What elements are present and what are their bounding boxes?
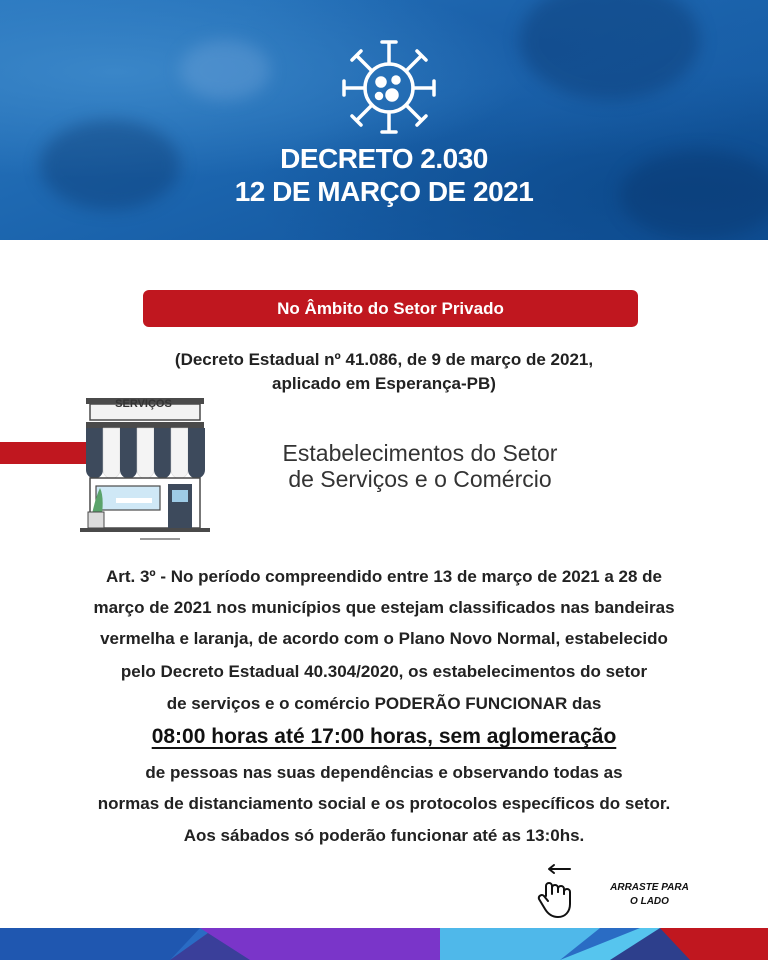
header-banner [0, 0, 768, 240]
reference-line: aplicado em Esperança-PB) [272, 374, 496, 393]
decree-date: 12 DE MARÇO DE 2021 [234, 176, 534, 207]
store-sign: SERVIÇOS [115, 398, 172, 410]
swipe-hand-icon [536, 862, 582, 920]
virus-icon [334, 30, 444, 140]
article-text: normas de distanciamento social e os protocolos específicos do setor. [97, 794, 671, 813]
section-banner: No Âmbito do Setor Privado [143, 290, 638, 327]
article-text: Art. 3º - No período compreendido entre 13 de março de 2021 a 28 de [105, 567, 663, 586]
article-text: Aos sábados só poderão funcionar até as 13:0hs. [183, 826, 585, 845]
store-icon [80, 394, 210, 544]
category-title: Estabelecimentos do Setor [282, 440, 558, 466]
opening-hours [0, 725, 768, 749]
background-blur [520, 0, 700, 100]
article-text: de serviços e o comércio PODERÃO FUNCIONAR das [166, 694, 602, 713]
reference-line: (Decreto Estadual nº 41.086, de 9 de março de 2021, [174, 350, 594, 369]
article-text: pelo Decreto Estadual 40.304/2020, os estabelecimentos do setor [120, 662, 648, 681]
category-title: de Serviços e o Comércio [288, 466, 552, 492]
decree-title: DECRETO 2.030 [280, 143, 488, 174]
swipe-hint [597, 881, 702, 909]
footer-stripe [0, 928, 768, 960]
article-text: de pessoas nas suas dependências e observando todas as [145, 763, 623, 782]
article-text: vermelha e laranja, de acordo com o Plano Novo Normal, estabelecido [100, 629, 668, 648]
swipe-hint-line: O LADO [630, 896, 669, 907]
accent-stripe [0, 442, 86, 464]
background-blur [180, 40, 270, 100]
swipe-hint-line: ARRASTE PARA [610, 882, 689, 893]
opening-hours-text: 08:00 horas até 17:00 horas, sem aglomeração [151, 725, 617, 748]
article-text: março de 2021 nos municípios que estejam classificados nas bandeiras [93, 598, 675, 617]
